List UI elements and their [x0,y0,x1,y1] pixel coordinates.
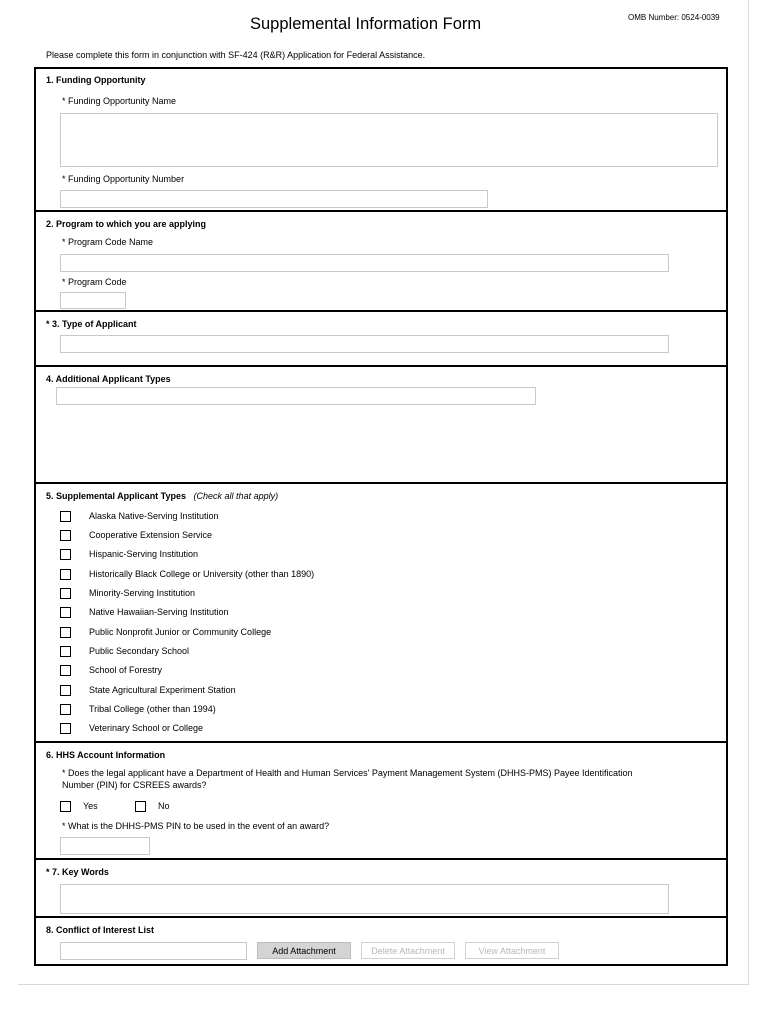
no-label: No [158,801,170,811]
funding-opportunity-number-label: * Funding Opportunity Number [62,174,185,184]
section-5-title-text: 5. Supplemental Applicant Types [46,491,187,501]
option-label: Tribal College (other than 1994) [89,704,216,714]
conflict-file-input[interactable] [60,942,247,960]
section-5-title [46,491,278,501]
add-attachment-button[interactable]: Add Attachment [257,942,351,959]
pin-label: * What is the DHHS-PMS PIN to be used in the event of an award? [62,821,330,831]
checkbox-cooperative-extension[interactable] [60,530,71,541]
checkbox-hbcu[interactable] [60,569,71,580]
checkbox-school-of-forestry[interactable] [60,665,71,676]
section-divider [34,858,728,860]
option-label: State Agricultural Experiment Station [89,685,236,695]
program-code-name-input[interactable] [60,254,669,272]
option-label: Veterinary School or College [89,723,204,733]
option-label: Native Hawaiian-Serving Institution [89,607,229,617]
section-4-title: 4. Additional Applicant Types [46,374,171,384]
program-code-name-label: * Program Code Name [62,237,154,247]
checkbox-veterinary-school[interactable] [60,723,71,734]
option-label: Alaska Native-Serving Institution [89,511,219,521]
checkbox-hispanic-serving[interactable] [60,549,71,560]
option-label: Public Nonprofit Junior or Community College [89,627,272,637]
section-divider [34,365,728,367]
additional-applicant-types-input[interactable] [56,387,536,405]
section-8-title: 8. Conflict of Interest List [46,925,155,935]
section-divider [34,210,728,212]
section-divider [34,310,728,312]
section-6-title: 6. HHS Account Information [46,750,166,760]
intro-text: Please complete this form in conjunction with SF-424 (R&R) Application for Federal Assistance. [46,50,426,60]
option-label: Public Secondary School [89,646,190,656]
funding-opportunity-name-label: * Funding Opportunity Name [62,96,177,106]
checkbox-community-college[interactable] [60,627,71,638]
checkbox-alaska-native[interactable] [60,511,71,522]
option-label: Hispanic-Serving Institution [89,549,199,559]
checkbox-agricultural-station[interactable] [60,685,71,696]
view-attachment-button[interactable]: View Attachment [465,942,559,959]
delete-attachment-button[interactable]: Delete Attachment [361,942,455,959]
section-2-title: 2. Program to which you are applying [46,219,207,229]
option-label: Minority-Serving Institution [89,588,196,598]
hhs-question-line2: Number (PIN) for CSREES awards? [62,780,207,790]
pin-input[interactable] [60,837,150,855]
section-7-title: * 7. Key Words [46,867,109,877]
option-label: Historically Black College or University (other than 1890) [89,569,315,579]
key-words-input[interactable] [60,884,669,914]
checkbox-yes[interactable] [60,801,71,812]
funding-opportunity-name-input[interactable] [60,113,718,167]
section-divider [34,482,728,484]
yes-label: Yes [83,801,98,811]
program-code-input[interactable] [60,292,126,309]
program-code-label: * Program Code [62,277,127,287]
section-1-title: 1. Funding Opportunity [46,75,146,85]
funding-opportunity-number-input[interactable] [60,190,488,208]
checkbox-no[interactable] [135,801,146,812]
option-label: School of Forestry [89,665,163,675]
section-divider [34,916,728,918]
page-title: Supplemental Information Form [250,15,482,33]
hhs-question-line1: * Does the legal applicant have a Department of Health and Human Services' Payment Management System (DHHS-PMS) Payee Identification [62,768,633,778]
checkbox-tribal-college[interactable] [60,704,71,715]
omb-number: OMB Number: 0524-0039 [628,13,720,22]
checkbox-public-secondary[interactable] [60,646,71,657]
section-3-title: * 3. Type of Applicant [46,319,137,329]
checkbox-native-hawaiian[interactable] [60,607,71,618]
section-5-hint: (Check all that apply) [193,491,279,501]
checkbox-minority-serving[interactable] [60,588,71,599]
type-of-applicant-input[interactable] [60,335,669,353]
section-divider [34,741,728,743]
option-label: Cooperative Extension Service [89,530,213,540]
